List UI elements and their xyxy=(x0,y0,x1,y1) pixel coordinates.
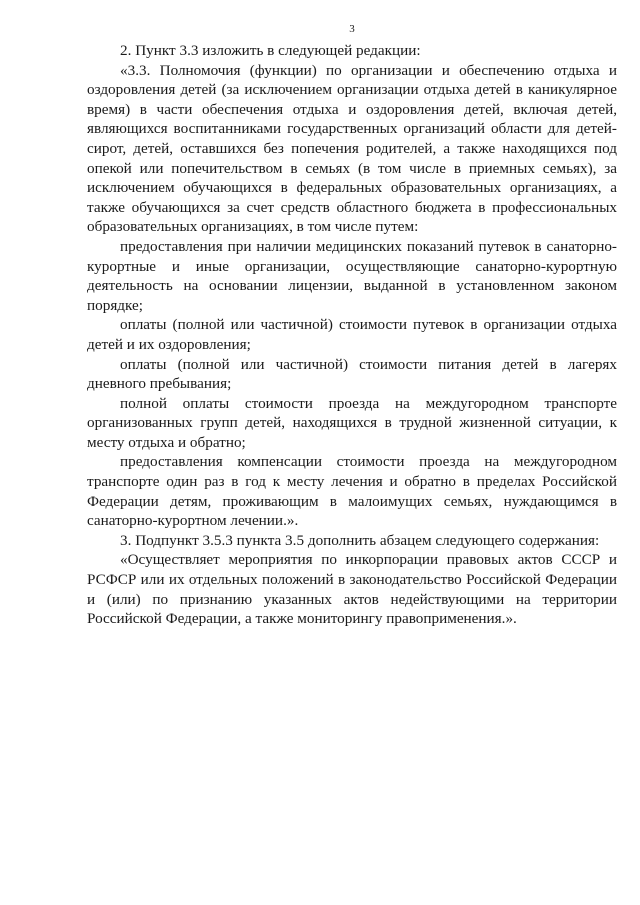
page-number: 3 xyxy=(349,23,355,35)
paragraph-sanatorium-vouchers: предоставления при наличии медицинских показаний путевок в санаторно-курортные и иные организации, осуществляющие санаторно-курортную деятельность на основании лицензии, выданной в установленном законом порядке; xyxy=(87,237,617,314)
paragraph-group-travel: полной оплаты стоимости проезда на междугородном транспорте организованных групп детей, находящихся в трудной жизненной ситуации, к месту отдыха и обратно; xyxy=(87,394,617,451)
paragraph-item-2-heading: 2. Пункт 3.3 изложить в следующей редакции: xyxy=(120,42,421,59)
paragraph-item-3-heading: 3. Подпункт 3.5.3 пункта 3.5 дополнить абзацем следующего содержания: xyxy=(120,531,600,549)
paragraph-travel-compensation: предоставления компенсации стоимости проезда на междугородном транспорте один раз в год к месту лечения и обратно в пределах Российской Федерации детям, проживающим в малоимущих семьях, нуждающимся в санаторно-курортном лечении.». xyxy=(87,453,617,530)
paragraph-voucher-payment: оплаты (полной или частичной) стоимости путевок в организации отдыха детей и их оздоровления; xyxy=(87,316,617,353)
paragraph-clause-3-3: «3.3. Полномочия (функции) по организации и обеспечению отдыха и оздоровления детей (за исключением организации отдыха детей в каникулярное время) в части обеспечения отдыха и оздоровления детей, включая детей, являющихся воспитанниками государственных организаций области для детей-сирот, детей, оставшихся без попечения родителей, а также находящихся под опекой или попечительством в семьях (в том числе в приемных семьях), за исключением обучающихся в федеральных образовательных организациях, а также обучающихся за счет средств областного бюджета в профессиональных образовательных организациях, в том числе путем: xyxy=(87,61,617,236)
paragraph-meal-payment: оплаты (полной или частичной) стоимости питания детей в лагерях дневного пребывания; xyxy=(87,355,617,393)
paragraph-incorporation-clause: «Осуществляет мероприятия по инкорпорации правовых актов СССР и РСФСР или их отдельных положений в законодательство Российской Федерации и (или) по признанию указанных актов недействующими на территории Российской Федерации, а также мониторингу правоприменения.». xyxy=(87,551,617,628)
